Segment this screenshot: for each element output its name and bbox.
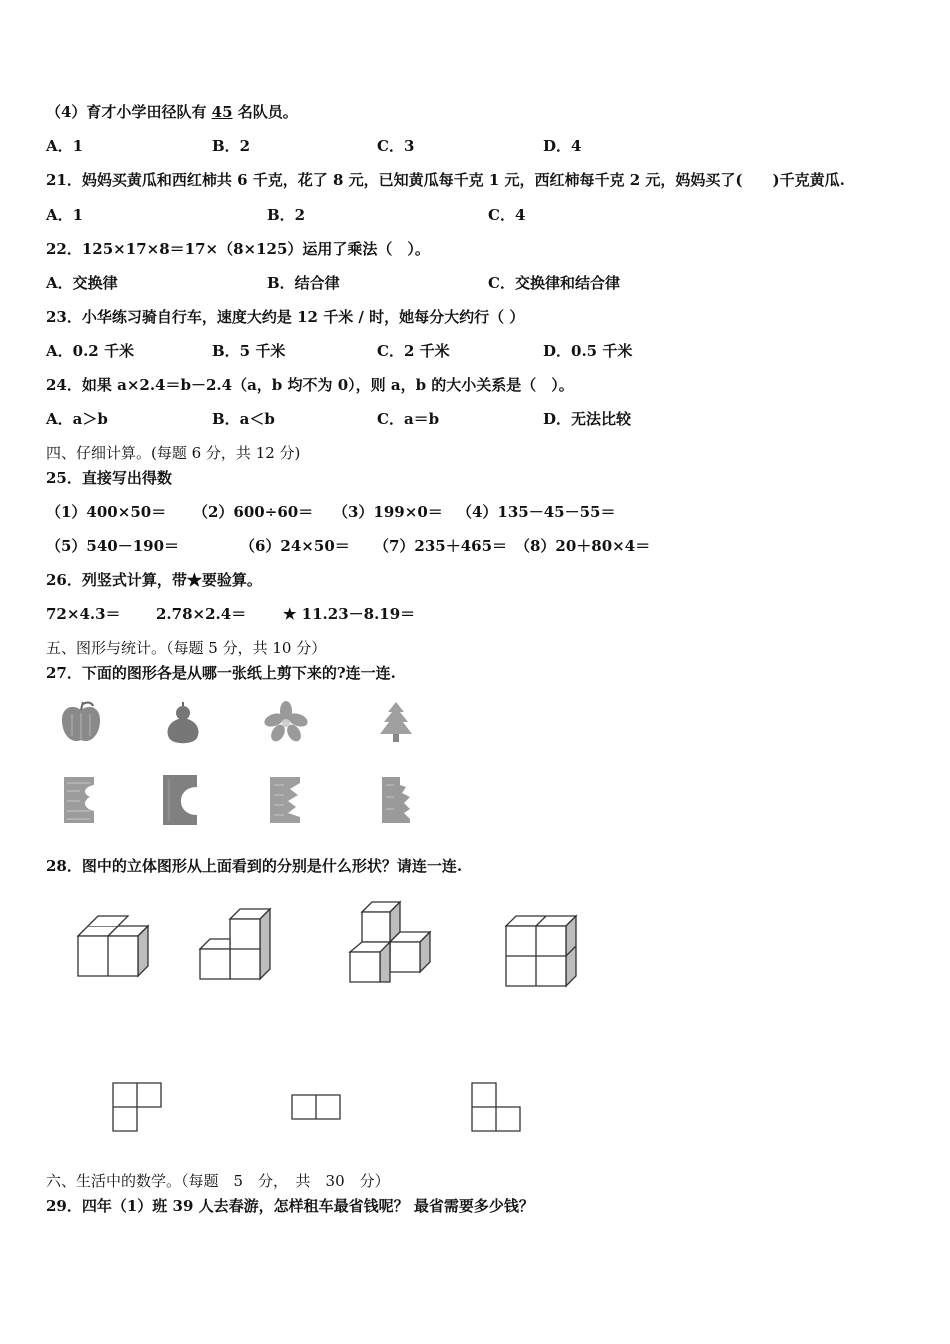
- option-a[interactable]: A．a＞b: [46, 410, 108, 428]
- question-23: 23．小华练习骑自行车，速度大约是 12 千米 / 时，她每分大约行（ ）: [46, 308, 525, 326]
- question-22: 22．125×17×8＝17×（8×125）运用了乘法（ ）。: [46, 240, 430, 258]
- question-21: 21．妈妈买黄瓜和西红柿共 6 千克，花了 8 元，已知黄瓜每千克 1 元，西红柿每千克 2 元，妈妈买了( )千克黄瓜.: [46, 171, 845, 189]
- option-b[interactable]: B．5 千米: [212, 342, 286, 360]
- option-c[interactable]: C．4: [488, 206, 526, 224]
- calc-item: （7）235＋465＝: [374, 537, 508, 555]
- top-view-1[interactable]: [112, 1082, 164, 1134]
- option-b[interactable]: B．2: [212, 137, 251, 155]
- option-b[interactable]: B．a＜b: [212, 410, 275, 428]
- vertical-calc-item: 72×4.3＝: [46, 605, 121, 623]
- option-d[interactable]: D．无法比较: [543, 410, 632, 428]
- calc-item: （2）600÷60＝: [193, 503, 314, 521]
- question-26: 26．列竖式计算，带★要验算。: [46, 571, 262, 589]
- option-d[interactable]: D．0.5 千米: [543, 342, 633, 360]
- top-view-2[interactable]: [291, 1094, 343, 1122]
- question-20-4: （4）育才小学田径队有 45 名队员。: [46, 103, 298, 121]
- option-c[interactable]: C．a＝b: [377, 410, 440, 428]
- gourd-shape-icon[interactable]: [163, 700, 203, 746]
- solid-figure-1[interactable]: [70, 920, 160, 990]
- paper-piece-2-icon[interactable]: [161, 773, 199, 827]
- question-27: 27．下面的图形各是从哪一张纸上剪下来的?连一连.: [46, 664, 396, 682]
- solid-figure-4[interactable]: [500, 910, 590, 1000]
- question-24: 24．如果 a×2.4＝b－2.4（a，b 均不为 0），则 a，b 的大小关系是（ ）。: [46, 376, 574, 394]
- calc-item: （6）24×50＝: [240, 537, 350, 555]
- question-29: 29．四年（1）班 39 人去春游，怎样租车最省钱呢？ 最省需要多少钱？: [46, 1197, 534, 1215]
- apple-shape-icon[interactable]: [58, 700, 104, 746]
- calc-item: （3）199×0＝: [333, 503, 443, 521]
- solid-figure-2[interactable]: [192, 905, 282, 995]
- question-28: 28．图中的立体图形从上面看到的分别是什么形状？请连一连.: [46, 857, 463, 875]
- solid-figure-3[interactable]: [342, 898, 442, 988]
- calc-item: （4）135－45－55＝: [457, 503, 616, 521]
- top-view-3[interactable]: [471, 1082, 523, 1134]
- option-c[interactable]: C．交换律和结合律: [488, 274, 620, 292]
- paper-piece-1-icon[interactable]: [62, 775, 96, 825]
- option-a[interactable]: A．交换律: [46, 274, 118, 292]
- option-b[interactable]: B．结合律: [267, 274, 340, 292]
- option-c[interactable]: C．3: [377, 137, 415, 155]
- section-5-title: 五、图形与统计。（每题 5 分，共 10 分）: [46, 639, 327, 657]
- question-25: 25．直接写出得数: [46, 469, 172, 487]
- tree-shape-icon[interactable]: [376, 700, 416, 744]
- option-c[interactable]: C．2 千米: [377, 342, 450, 360]
- option-b[interactable]: B．2: [267, 206, 306, 224]
- team-count: 45: [211, 103, 233, 121]
- calc-item: （5）540－190＝: [46, 537, 180, 555]
- option-a[interactable]: A．1: [46, 137, 84, 155]
- option-a[interactable]: A．1: [46, 206, 84, 224]
- paper-piece-3-icon[interactable]: [268, 775, 302, 825]
- option-d[interactable]: D．4: [543, 137, 582, 155]
- calc-item: （8）20＋80×4＝: [515, 537, 651, 555]
- option-a[interactable]: A．0.2 千米: [46, 342, 134, 360]
- paper-piece-4-icon[interactable]: [380, 775, 414, 825]
- calc-item: （1）400×50＝: [46, 503, 167, 521]
- section-4-title: 四、仔细计算。(每题 6 分，共 12 分): [46, 444, 301, 462]
- vertical-calc-item: 2.78×2.4＝: [156, 605, 247, 623]
- flower-shape-icon[interactable]: [263, 700, 309, 744]
- section-6-title: 六、生活中的数学。（每题 5 分， 共 30 分）: [46, 1172, 390, 1190]
- vertical-calc-item: ★ 11.23－8.19＝: [283, 605, 416, 623]
